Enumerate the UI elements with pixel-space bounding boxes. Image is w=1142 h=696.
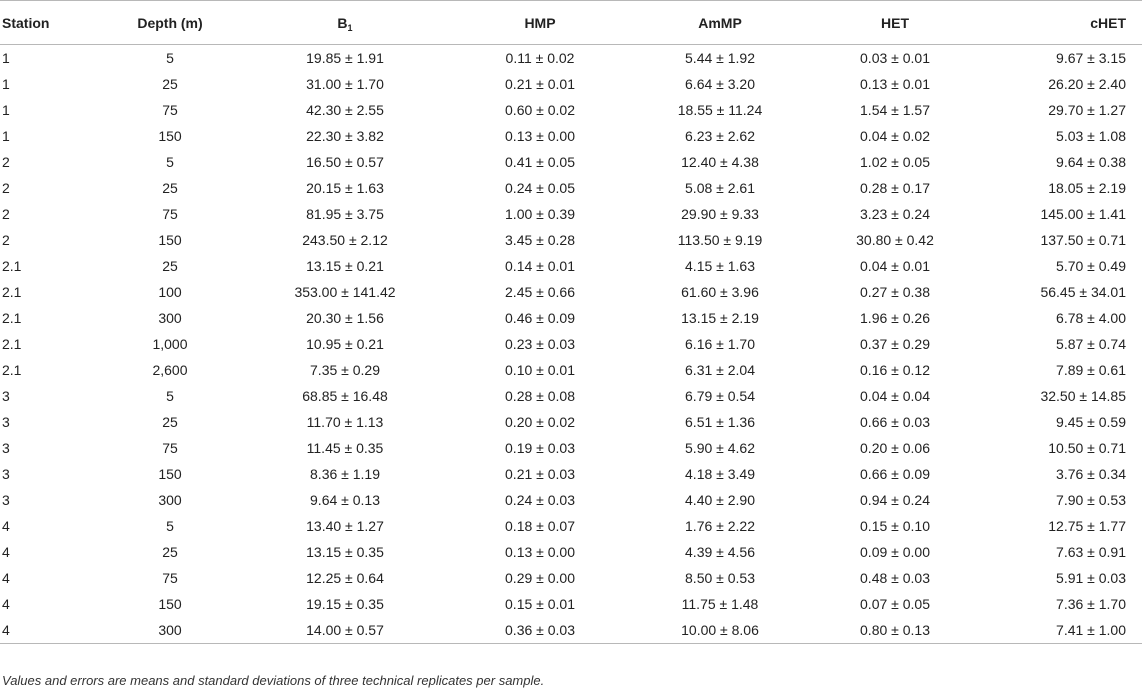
cell-het: 1.54 ± 1.57 [860, 102, 930, 118]
cell-b1: 353.00 ± 141.42 [294, 284, 396, 300]
cell-ammp: 113.50 ± 9.19 [677, 232, 763, 248]
cell-station: 1 [2, 128, 10, 144]
cell-chet: 18.05 ± 2.19 [1048, 180, 1126, 196]
cell-chet: 26.20 ± 2.40 [1048, 76, 1126, 92]
cell-depth: 150 [158, 596, 182, 612]
cell-hmp: 0.24 ± 0.05 [505, 180, 575, 196]
cell-depth: 75 [162, 570, 178, 586]
header-het: HET [820, 1, 970, 45]
header-chet: cHET [970, 1, 1142, 45]
cell-station: 4 [2, 570, 10, 586]
cell-b1: 20.15 ± 1.63 [306, 180, 384, 196]
cell-ammp: 4.40 ± 2.90 [685, 492, 755, 508]
cell-ammp: 61.60 ± 3.96 [681, 284, 759, 300]
table-row [0, 383, 1142, 409]
cell-station: 2.1 [2, 310, 22, 326]
header-b1-base: B [337, 14, 348, 31]
cell-chet: 29.70 ± 1.27 [1048, 102, 1126, 118]
cell-depth: 300 [110, 617, 230, 644]
cell-station: 4 [2, 544, 10, 560]
cell-b1: 14.00 ± 0.57 [230, 617, 460, 644]
cell-ammp: 11.75 ± 1.48 [681, 596, 759, 612]
cell-het: 0.04 ± 0.04 [860, 388, 930, 404]
cell-hmp: 0.29 ± 0.00 [505, 570, 575, 586]
cell-station: 4 [2, 596, 10, 612]
cell-het: 0.80 ± 0.13 [820, 617, 970, 644]
cell-b1: 81.95 ± 3.75 [306, 206, 384, 222]
cell-chet: 5.87 ± 0.74 [1056, 336, 1126, 352]
cell-chet: 9.45 ± 0.59 [1056, 414, 1126, 430]
cell-depth: 2,600 [152, 362, 188, 378]
cell-hmp: 0.28 ± 0.08 [505, 388, 575, 404]
cell-het: 30.80 ± 0.42 [856, 232, 934, 248]
cell-chet: 32.50 ± 14.85 [1040, 388, 1126, 404]
cell-station: 3 [2, 492, 10, 508]
cell-station: 3 [2, 440, 10, 456]
cell-hmp: 0.46 ± 0.09 [505, 310, 575, 326]
table-row [0, 227, 1142, 253]
cell-ammp: 12.40 ± 4.38 [681, 154, 759, 170]
header-depth: Depth (m) [110, 1, 230, 45]
cell-hmp: 0.13 ± 0.00 [505, 544, 575, 560]
table-row [0, 617, 1142, 644]
cell-depth: 5 [166, 50, 174, 66]
cell-chet: 137.50 ± 0.71 [1040, 232, 1126, 248]
cell-station: 2 [2, 232, 10, 248]
cell-b1: 20.30 ± 1.56 [306, 310, 384, 326]
table-header-row [0, 1, 1142, 45]
cell-b1: 68.85 ± 16.48 [302, 388, 388, 404]
cell-b1: 11.45 ± 0.35 [306, 440, 384, 456]
cell-b1: 7.35 ± 0.29 [310, 362, 380, 378]
cell-hmp: 0.20 ± 0.02 [505, 414, 575, 430]
cell-depth: 150 [158, 232, 182, 248]
cell-chet: 3.76 ± 0.34 [1056, 466, 1126, 482]
cell-hmp: 0.11 ± 0.02 [505, 50, 575, 66]
cell-chet: 7.90 ± 0.53 [1056, 492, 1126, 508]
cell-ammp: 13.15 ± 2.19 [681, 310, 759, 326]
header-b1-subscript: 1 [347, 22, 353, 33]
cell-het: 3.23 ± 0.24 [860, 206, 930, 222]
cell-chet: 10.50 ± 0.71 [1048, 440, 1126, 456]
cell-depth: 25 [162, 414, 178, 430]
cell-het: 0.09 ± 0.00 [860, 544, 930, 560]
header-ammp: AmMP [620, 1, 820, 45]
table-row [0, 357, 1142, 383]
cell-hmp: 0.21 ± 0.03 [505, 466, 575, 482]
cell-ammp: 18.55 ± 11.24 [677, 102, 763, 118]
cell-hmp: 3.45 ± 0.28 [505, 232, 575, 248]
cell-ammp: 10.00 ± 8.06 [620, 617, 820, 644]
cell-b1: 9.64 ± 0.13 [310, 492, 380, 508]
cell-ammp: 6.64 ± 3.20 [685, 76, 755, 92]
cell-het: 0.66 ± 0.03 [860, 414, 930, 430]
cell-het: 1.96 ± 0.26 [860, 310, 930, 326]
cell-het: 0.20 ± 0.06 [860, 440, 930, 456]
cell-het: 0.13 ± 0.01 [860, 76, 930, 92]
cell-depth: 75 [162, 440, 178, 456]
table-row [0, 305, 1142, 331]
cell-ammp: 6.31 ± 2.04 [685, 362, 755, 378]
cell-station: 4 [2, 518, 10, 534]
cell-het: 0.04 ± 0.01 [860, 258, 930, 274]
table-row [0, 279, 1142, 305]
cell-het: 0.66 ± 0.09 [860, 466, 930, 482]
cell-station: 3 [2, 414, 10, 430]
cell-depth: 300 [158, 492, 182, 508]
cell-ammp: 6.23 ± 2.62 [685, 128, 755, 144]
cell-het: 0.04 ± 0.02 [860, 128, 930, 144]
cell-depth: 5 [166, 518, 174, 534]
cell-hmp: 1.00 ± 0.39 [505, 206, 575, 222]
cell-chet: 7.63 ± 0.91 [1056, 544, 1126, 560]
header-hmp: HMP [460, 1, 620, 45]
cell-ammp: 4.18 ± 3.49 [685, 466, 755, 482]
table-row [0, 201, 1142, 227]
cell-b1: 8.36 ± 1.19 [310, 466, 380, 482]
cell-station: 2 [2, 206, 10, 222]
table-footnote: Values and errors are means and standard deviations of three technical replicates per sample. [2, 673, 545, 688]
cell-b1: 19.15 ± 0.35 [306, 596, 384, 612]
cell-station: 1 [2, 102, 10, 118]
cell-chet: 9.64 ± 0.38 [1056, 154, 1126, 170]
cell-b1: 31.00 ± 1.70 [306, 76, 384, 92]
table-row [0, 71, 1142, 97]
cell-ammp: 4.15 ± 1.63 [685, 258, 755, 274]
cell-b1: 42.30 ± 2.55 [306, 102, 384, 118]
cell-ammp: 1.76 ± 2.22 [685, 518, 755, 534]
cell-chet: 6.78 ± 4.00 [1056, 310, 1126, 326]
cell-depth: 5 [166, 388, 174, 404]
cell-hmp: 0.21 ± 0.01 [505, 76, 575, 92]
cell-ammp: 4.39 ± 4.56 [685, 544, 755, 560]
cell-station: 3 [2, 388, 10, 404]
table-row [0, 331, 1142, 357]
cell-b1: 19.85 ± 1.91 [306, 50, 384, 66]
cell-chet: 5.70 ± 0.49 [1056, 258, 1126, 274]
cell-hmp: 0.60 ± 0.02 [505, 102, 575, 118]
table-body [0, 45, 1142, 644]
table-row [0, 253, 1142, 279]
cell-depth: 75 [162, 206, 178, 222]
cell-ammp: 6.51 ± 1.36 [685, 414, 755, 430]
cell-station: 1 [2, 76, 10, 92]
cell-het: 0.28 ± 0.17 [860, 180, 930, 196]
cell-het: 0.27 ± 0.38 [860, 284, 930, 300]
table-row [0, 435, 1142, 461]
cell-ammp: 6.79 ± 0.54 [685, 388, 755, 404]
cell-station: 2 [2, 154, 10, 170]
cell-het: 0.37 ± 0.29 [860, 336, 930, 352]
cell-hmp: 0.24 ± 0.03 [505, 492, 575, 508]
cell-het: 0.15 ± 0.10 [860, 518, 930, 534]
cell-hmp: 0.23 ± 0.03 [505, 336, 575, 352]
cell-b1: 10.95 ± 0.21 [306, 336, 384, 352]
table-row [0, 409, 1142, 435]
cell-ammp: 5.90 ± 4.62 [685, 440, 755, 456]
cell-depth: 100 [158, 284, 182, 300]
cell-het: 0.48 ± 0.03 [860, 570, 930, 586]
cell-depth: 25 [162, 76, 178, 92]
table-row [0, 461, 1142, 487]
cell-station: 2.1 [2, 336, 22, 352]
cell-b1: 243.50 ± 2.12 [302, 232, 388, 248]
cell-depth: 5 [166, 154, 174, 170]
cell-depth: 25 [162, 180, 178, 196]
cell-depth: 75 [162, 102, 178, 118]
cell-depth: 25 [162, 544, 178, 560]
cell-hmp: 0.13 ± 0.00 [505, 128, 575, 144]
cell-hmp: 0.18 ± 0.07 [505, 518, 575, 534]
table-row [0, 513, 1142, 539]
cell-chet: 56.45 ± 34.01 [1040, 284, 1126, 300]
cell-station: 2.1 [2, 258, 22, 274]
cell-het: 0.94 ± 0.24 [860, 492, 930, 508]
cell-ammp: 5.44 ± 1.92 [685, 50, 755, 66]
header-station: Station [0, 1, 110, 45]
cell-b1: 13.40 ± 1.27 [306, 518, 384, 534]
cell-b1: 16.50 ± 0.57 [306, 154, 384, 170]
cell-station: 2.1 [2, 284, 22, 300]
cell-station: 4 [0, 617, 110, 644]
table-row [0, 591, 1142, 617]
cell-het: 0.07 ± 0.05 [860, 596, 930, 612]
cell-chet: 9.67 ± 3.15 [1056, 50, 1126, 66]
table-row [0, 123, 1142, 149]
cell-chet: 7.41 ± 1.00 [970, 617, 1142, 644]
table-row [0, 175, 1142, 201]
cell-het: 1.02 ± 0.05 [860, 154, 930, 170]
cell-het: 0.03 ± 0.01 [860, 50, 930, 66]
table-row [0, 487, 1142, 513]
table-row [0, 97, 1142, 123]
cell-station: 3 [2, 466, 10, 482]
table-row [0, 149, 1142, 175]
cell-chet: 5.91 ± 0.03 [1056, 570, 1126, 586]
cell-hmp: 0.19 ± 0.03 [505, 440, 575, 456]
cell-b1: 13.15 ± 0.21 [306, 258, 384, 274]
cell-chet: 5.03 ± 1.08 [1056, 128, 1126, 144]
cell-depth: 25 [162, 258, 178, 274]
cell-station: 1 [2, 50, 10, 66]
cell-depth: 150 [158, 128, 182, 144]
cell-hmp: 0.14 ± 0.01 [505, 258, 575, 274]
cell-depth: 150 [158, 466, 182, 482]
cell-hmp: 0.41 ± 0.05 [505, 154, 575, 170]
cell-chet: 7.89 ± 0.61 [1056, 362, 1126, 378]
cell-b1: 12.25 ± 0.64 [306, 570, 384, 586]
cell-station: 2 [2, 180, 10, 196]
cell-depth: 1,000 [152, 336, 188, 352]
cell-hmp: 2.45 ± 0.66 [505, 284, 575, 300]
cell-ammp: 6.16 ± 1.70 [685, 336, 755, 352]
header-b1 [230, 1, 460, 45]
cell-ammp: 8.50 ± 0.53 [685, 570, 755, 586]
cell-depth: 300 [158, 310, 182, 326]
cell-chet: 12.75 ± 1.77 [1048, 518, 1126, 534]
table-row [0, 539, 1142, 565]
cell-station: 2.1 [2, 362, 22, 378]
cell-het: 0.16 ± 0.12 [860, 362, 930, 378]
cell-chet: 7.36 ± 1.70 [1056, 596, 1126, 612]
cell-chet: 145.00 ± 1.41 [1040, 206, 1126, 222]
cell-ammp: 29.90 ± 9.33 [681, 206, 759, 222]
cell-b1: 11.70 ± 1.13 [306, 414, 384, 430]
table-row [0, 565, 1142, 591]
cell-b1: 13.15 ± 0.35 [306, 544, 384, 560]
cell-b1: 22.30 ± 3.82 [306, 128, 384, 144]
cell-ammp: 5.08 ± 2.61 [685, 180, 755, 196]
table-row [0, 45, 1142, 72]
cell-hmp: 0.10 ± 0.01 [505, 362, 575, 378]
cell-hmp: 0.36 ± 0.03 [460, 617, 620, 644]
cell-hmp: 0.15 ± 0.01 [505, 596, 575, 612]
